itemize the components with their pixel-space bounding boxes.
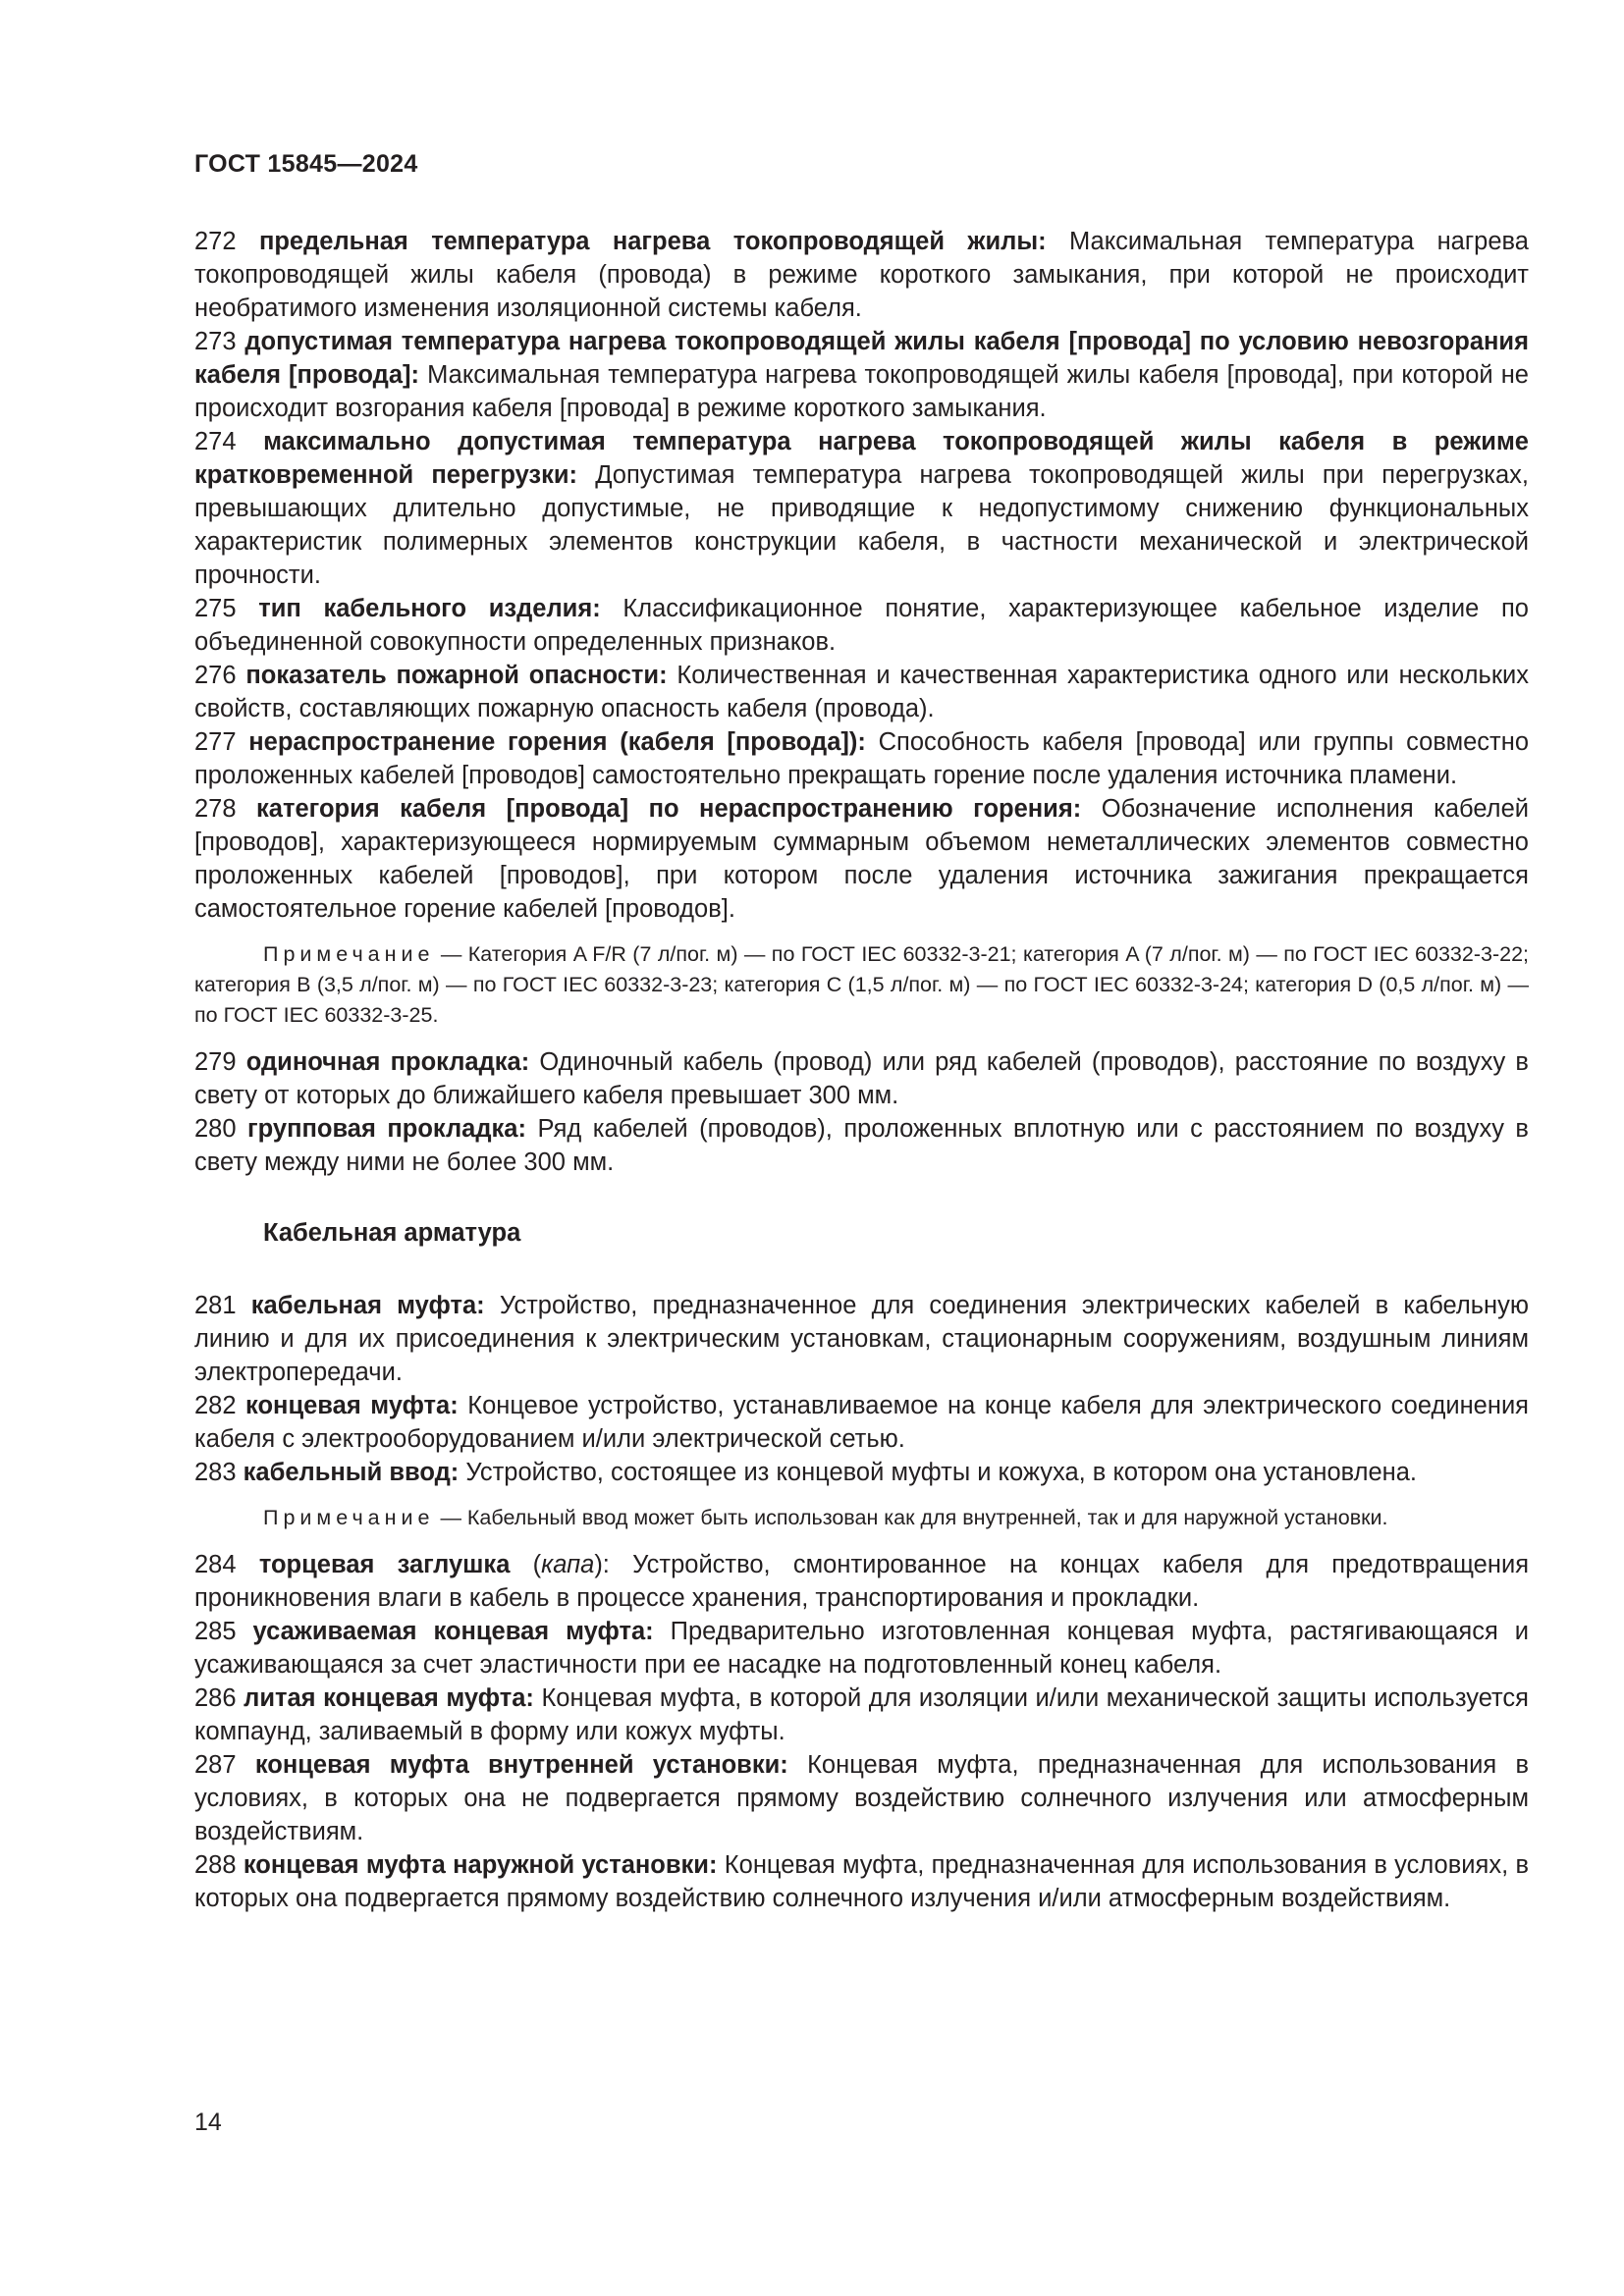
term-number: 282 xyxy=(194,1392,237,1419)
term-definition: Максимальная температура нагрева токопроводящей жилы кабеля (провода) в режиме короткого замыкания, при которой не происходит необратимого изменения изоляционной системы кабеля. xyxy=(194,228,1529,322)
term-entry xyxy=(194,1615,1529,1682)
term-number: 281 xyxy=(194,1292,237,1319)
term-entry xyxy=(194,592,1529,659)
term-number: 285 xyxy=(194,1618,237,1645)
term-title: групповая прокладка: xyxy=(247,1115,526,1143)
term-synonym: капа xyxy=(541,1551,595,1578)
term-title: концевая муфта наружной установки: xyxy=(243,1851,718,1879)
term-title: усаживаемая концевая муфта: xyxy=(252,1618,654,1645)
term-definition: Устройство, состоящее из концевой муфты и кожуха, в котором она установлена. xyxy=(465,1459,1418,1486)
term-number: 274 xyxy=(194,428,237,455)
term-title: кабельная муфта: xyxy=(250,1292,485,1319)
term-title: торцевая заглушка xyxy=(258,1551,511,1578)
term-title: тип кабельного изделия: xyxy=(258,595,601,622)
page-number: 14 xyxy=(194,2109,222,2136)
term-definition: Концевая муфта, в которой для изоляции и/или механической защиты используется компаунд, заливаемый в форму или кожух муфты. xyxy=(194,1684,1529,1745)
term-entry xyxy=(194,1548,1529,1615)
term-entry xyxy=(194,225,1529,325)
term-title: максимально допустимая температура нагрева токопроводящей жилы кабеля в режиме кратковременной перегрузки: xyxy=(194,428,1529,489)
term-number: 278 xyxy=(194,795,237,823)
term-entry xyxy=(194,425,1529,592)
document-header-code: ГОСТ 15845—2024 xyxy=(194,150,418,178)
note xyxy=(194,939,1529,1031)
term-number: 280 xyxy=(194,1115,237,1143)
note-label: Примечание xyxy=(263,942,435,966)
term-definition: Способность кабеля [провода] или группы совместно проложенных кабелей [проводов] самостоятельно прекращать горение после удаления источника пламени. xyxy=(194,728,1530,789)
term-number: 277 xyxy=(194,728,237,756)
term-number: 286 xyxy=(194,1684,237,1712)
term-number: 273 xyxy=(194,328,237,355)
note-label: Примечание xyxy=(263,1506,435,1529)
term-entry xyxy=(194,325,1529,425)
term-title: кабельный ввод: xyxy=(243,1459,460,1486)
term-entry xyxy=(194,1045,1529,1112)
term-number: 272 xyxy=(194,228,237,255)
term-definition: Ряд кабелей (проводов), проложенных вплотную или с расстоянием по воздуху в свету между ними не более 300 мм. xyxy=(194,1115,1529,1176)
term-definition: Концевое устройство, устанавливаемое на конце кабеля для электрического соединения кабеля с электрооборудованием и/или электрической сетью. xyxy=(194,1392,1529,1453)
term-title: концевая муфта: xyxy=(245,1392,459,1419)
term-number: 275 xyxy=(194,595,237,622)
term-definition: Предварительно изготовленная концевая муфта, растягивающаяся и усаживающаяся за счет эластичности при ее насадке на подготовленный конец кабеля. xyxy=(194,1618,1529,1679)
note xyxy=(194,1503,1529,1533)
synonym-open: ( xyxy=(532,1551,542,1578)
term-number: 279 xyxy=(194,1048,237,1076)
term-entry xyxy=(194,1112,1529,1179)
term-title: показатель пожарной опасности: xyxy=(245,662,668,689)
term-entry xyxy=(194,792,1529,926)
term-title: категория кабеля [провода] по нераспространению горения: xyxy=(256,795,1082,823)
term-definition: Концевая муфта, предназначенная для использования в условиях, в которых она не подвергается прямому воздействию солнечного излучения или атмосферным воздействиям. xyxy=(194,1751,1530,1845)
term-title: литая концевая муфта: xyxy=(244,1684,534,1712)
term-entry xyxy=(194,1289,1529,1389)
term-title: нераспространение горения (кабеля [провода]): xyxy=(248,728,866,756)
document-body xyxy=(194,225,1529,1915)
term-definition: Количественная и качественная характеристика одного или нескольких свойств, составляющих пожарную опасность кабеля (провода). xyxy=(194,662,1529,722)
term-number: 284 xyxy=(194,1551,237,1578)
term-number: 288 xyxy=(194,1851,237,1879)
term-definition: Допустимая температура нагрева токопроводящей жилы при перегрузках, превышающих длительно допустимые, не приводящие к недопустимому снижению функциональных характеристик полимерных элементов конструкции кабеля, в частности механической и электрической прочности. xyxy=(194,461,1530,589)
term-number: 287 xyxy=(194,1751,237,1779)
note-text: — Кабельный ввод может быть использован как для внутренней, так и для наружной установки. xyxy=(440,1506,1388,1529)
term-title: предельная температура нагрева токопроводящей жилы: xyxy=(258,228,1047,255)
term-entry xyxy=(194,1682,1529,1748)
section-heading: Кабельная арматура xyxy=(263,1219,521,1247)
synonym-close: ): xyxy=(594,1551,610,1578)
term-entry xyxy=(194,1389,1529,1456)
term-entry xyxy=(194,1848,1529,1915)
term-definition: Концевая муфта, предназначенная для использования в условиях, в которых она подвергается прямому воздействию солнечного излучения и/или атмосферным воздействиям. xyxy=(194,1851,1530,1912)
term-definition: Классификационное понятие, характеризующее кабельное изделие по объединенной совокупности определенных признаков. xyxy=(194,595,1529,656)
note-text: — Категория A F/R (7 л/пог. м) — по ГОСТ IEC 60332-3-21; категория A (7 л/пог. м) — по ГОСТ IEC 60332-3-22; категория B (3,5 л/пог. м) — по ГОСТ IEC 60332-3-23; категория C (1,5 л/пог. м) — по ГОСТ IEC 60332-3-24; категория D (0,5 л/пог. м) — по ГОСТ IEC 60332-3-25. xyxy=(194,942,1529,1027)
term-entry xyxy=(194,1456,1529,1489)
term-title: допустимая температура нагрева токопроводящей жилы кабеля [провода] по условию невозгорания кабеля [провода]: xyxy=(194,328,1529,389)
term-definition: Устройство, предназначенное для соединения электрических кабелей в кабельную линию и для их присоединения к электрическим установкам, стационарным сооружениям, воздушным линиям электропередачи. xyxy=(194,1292,1530,1386)
term-number: 283 xyxy=(194,1459,237,1486)
term-definition: Обозначение исполнения кабелей [проводов], характеризующееся нормируемым суммарным объемом неметаллических элементов совместно проложенных кабелей [проводов], при котором после удаления источника зажигания прекращается самостоятельное горение кабелей [проводов]. xyxy=(194,795,1529,923)
term-definition: Одиночный кабель (провод) или ряд кабелей (проводов), расстояние по воздуху в свету от которых до ближайшего кабеля превышает 300 мм. xyxy=(194,1048,1529,1109)
term-number: 276 xyxy=(194,662,237,689)
term-title: концевая муфта внутренней установки: xyxy=(254,1751,788,1779)
term-entry xyxy=(194,659,1529,725)
term-definition: Устройство, смонтированное на концах кабеля для предотвращения проникновения влаги в кабель в процессе хранения, транспортирования и прокладки. xyxy=(194,1551,1530,1612)
term-entry xyxy=(194,1748,1529,1848)
term-entry xyxy=(194,725,1529,792)
term-definition: Максимальная температура нагрева токопроводящей жилы кабеля [провода], при которой не происходит возгорания кабеля [провода] в режиме короткого замыкания. xyxy=(194,361,1529,422)
term-title: одиночная прокладка: xyxy=(245,1048,530,1076)
